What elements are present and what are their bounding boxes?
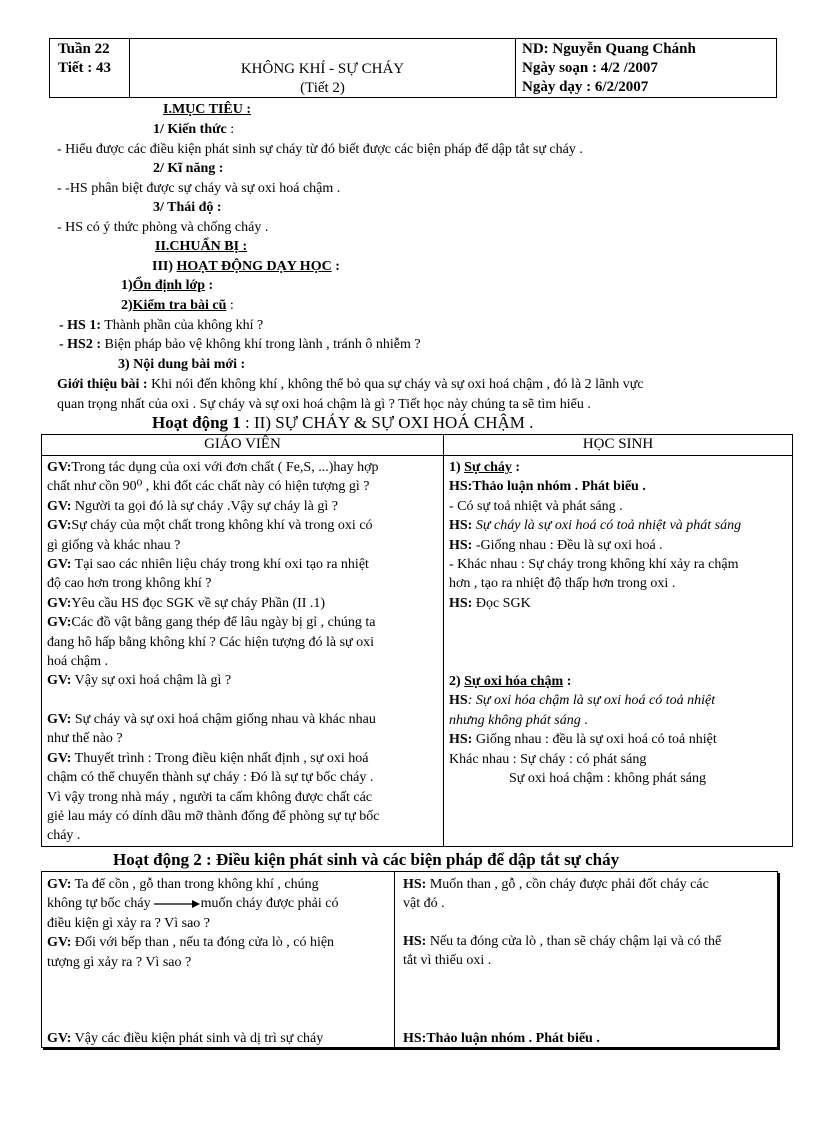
activity1-title (152, 413, 533, 433)
teacher-line-text: độ cao hơn trong không khí ? (47, 576, 212, 592)
arrow-right-icon (154, 899, 200, 909)
student-h1-suffix: : (511, 460, 521, 475)
hs2-label: - HS2 : (59, 337, 101, 352)
hs1-row (59, 316, 263, 336)
step2-label: Kiểm tra bài cũ (132, 298, 227, 313)
teacher-line (47, 671, 379, 690)
teacher-line-text: Sự cháy của một chất trong không khí và trong oxi có (71, 518, 373, 534)
a2-t1-label: GV: (47, 877, 72, 892)
teacher-line-text: Tại sao các nhiên liệu cháy trong khí oxi tạo ra nhiệt (71, 556, 369, 572)
step2-num: 2) (121, 298, 133, 313)
teacher-line (47, 516, 379, 535)
student-heading-1 (449, 458, 741, 477)
gv-label: GV: (47, 712, 72, 728)
teacher-line (47, 710, 379, 729)
gv-label: GV: (47, 556, 72, 572)
a2-teacher-line-5: tượng gì xảy ra ? Vì sao ? (47, 954, 192, 970)
a2-teacher-line-3: điều kiện gì xảy ra ? Vì sao ? (47, 915, 211, 931)
teacher-line-text: giẻ lau máy có dính dầu mỡ thành đống để phòng sự tự bốc (47, 809, 380, 825)
teacher-line-text: gì giống và khác nhau ? (47, 537, 181, 553)
a2-t2-after: muốn cháy được phải có (200, 896, 339, 912)
lesson-subtitle: (Tiết 2) (300, 80, 345, 96)
a2-teacher-line-1 (47, 875, 338, 894)
knowledge-heading: 1/ Kiến thức (153, 122, 227, 137)
step1-row (121, 276, 213, 296)
student-line-3 (449, 516, 741, 535)
step1-num: 1) (121, 278, 133, 293)
teacher-line (47, 458, 379, 477)
student-line-10 (449, 730, 717, 749)
teacher-line-text: Vì vậy trong nhà máy , người ta cấm không được chất các (47, 789, 373, 805)
teacher-line (47, 652, 379, 671)
gv-label: GV: (47, 750, 72, 766)
step3-label: 3) Nội dung bài mới : (118, 357, 246, 372)
a2-student-last: HS:Thảo luận nhóm . Phát biểu . (403, 1031, 600, 1046)
teacher-line-text: Các đồ vật bằng gang thép để lâu ngày bị gỉ , chúng ta (71, 615, 376, 631)
hs2-row (59, 335, 421, 355)
intro-line1: Khi nói đến không khí , không thể bỏ qua sự cháy và sự oxi hoá chậm , đó là 2 lãnh vực (147, 377, 644, 392)
header-right-cell (516, 39, 776, 98)
teacher-line-text: như thế nào ? (47, 731, 123, 747)
student-h1: Sự cháy (464, 460, 512, 475)
teacher-line (47, 826, 379, 845)
student-l8-label: HS (449, 693, 468, 709)
skills-heading: 2/ Kĩ năng : (153, 161, 224, 176)
teacher-line-text: Người ta gọi đó là sự cháy .Vậy sự cháy là gì ? (71, 498, 338, 514)
header-title-cell (130, 39, 516, 97)
activities-heading-prefix: III) (152, 259, 177, 274)
student-l4-label: HS: (449, 537, 473, 553)
a2-s1-label: HS: (403, 877, 427, 892)
student-line-11: Khác nhau : Sự cháy : có phát sáng (449, 751, 647, 767)
teacher-line (47, 807, 379, 826)
table-shadow-right (778, 873, 780, 1050)
teacher-line-text: cháy . (47, 828, 81, 844)
intro-line2: quan trọng nhất của oxi . Sự cháy và sự oxi hoá chậm là gì ? Tiết học này chúng ta sẽ tìm hiểu . (57, 397, 591, 412)
a2-student-line-4: tắt vì thiếu oxi . (403, 953, 492, 969)
student-l3-label: HS: (449, 518, 473, 534)
activities-heading-row (152, 257, 340, 277)
activity2-student-column-2 (403, 932, 721, 971)
activity1-head-divider (42, 455, 792, 456)
teacher-line (47, 768, 379, 787)
student-l10: Giống nhau : đều là sự oxi hoá có toả nhiệt (472, 732, 717, 748)
a2-teacher-line-2 (47, 894, 338, 913)
step1-suffix: : (205, 278, 214, 293)
teach-date: Ngày dạy : 6/2/2007 (522, 79, 649, 95)
intro-label: Giới thiệu bài : (57, 377, 148, 392)
intro-row (57, 375, 644, 395)
knowledge-text: - Hiểu được các điều kiện phát sinh sự cháy từ đó biết được các biện pháp để dập tắt sự cháy . (57, 142, 583, 157)
teacher-line (47, 729, 379, 748)
student-l7: Đọc SGK (472, 595, 531, 611)
activities-heading: HOẠT ĐỘNG DẠY HỌC (176, 259, 332, 274)
teacher-line (47, 613, 379, 632)
teacher-line-text: chất như cồn 90⁰ , khi đốt các chất này có hiện tượng gì ? (47, 479, 370, 495)
student-h1-num: 1) (449, 460, 465, 475)
table-shadow-bottom (43, 1048, 780, 1050)
activity1-title-bold: Hoạt động 1 (152, 413, 241, 432)
teacher-line (47, 788, 379, 807)
gv-label: GV: (47, 518, 72, 534)
teacher-line-text: chậm có thể chuyển thành sự cháy : Đó là sự tự bốc cháy . (47, 770, 374, 786)
a2-s3-label: HS: (403, 934, 427, 949)
student-h2: Sự oxi hóa chậm (464, 674, 564, 689)
teacher-line (47, 749, 379, 768)
header-table (49, 38, 777, 98)
step2-suffix: : (226, 298, 234, 313)
student-line-8 (449, 691, 717, 710)
gv-label: GV: (47, 673, 72, 689)
teacher-line (47, 477, 379, 496)
attitude-heading: 3/ Thái độ : (153, 200, 222, 215)
week-label: Tuần 22 (58, 41, 110, 57)
student-h2-num: 2) (449, 674, 465, 689)
activity2-teacher-column (47, 875, 338, 972)
student-l4: -Giống nhau : Đều là sự oxi hoá . (472, 537, 663, 553)
student-heading-2 (449, 672, 717, 691)
activity2-table (41, 871, 778, 1048)
student-line-7 (449, 594, 741, 613)
student-l10-label: HS: (449, 732, 473, 748)
skills-text: - -HS phân biệt được sự cháy và sự oxi hoá chậm . (57, 181, 341, 196)
a2-s3-text: Nếu ta đóng cửa lò , than sẽ cháy chậm lại và có thể (426, 934, 722, 949)
activity1-student-column-2 (449, 672, 717, 788)
teacher-line (47, 536, 379, 555)
col-student-heading: HỌC SINH (582, 436, 654, 452)
teacher-name: ND: Nguyễn Quang Chánh (522, 41, 696, 57)
teacher-line-text: Trong tác dụng của oxi với đơn chất ( Fe,S, ...)hay hợp (71, 460, 379, 475)
a2-student-line-2: vật đó . (403, 896, 445, 912)
a2-student-line-1 (403, 875, 709, 894)
teacher-line (47, 555, 379, 574)
gv-label: GV: (47, 615, 72, 631)
gv-label: GV: (47, 460, 72, 475)
teacher-line (47, 633, 379, 652)
col-teacher-heading: GIÁO VIÊN (204, 436, 281, 452)
objectives-heading: I.MỤC TIÊU : (163, 102, 252, 117)
teacher-line (47, 691, 379, 710)
teacher-line (47, 574, 379, 593)
activity1-teacher-column (47, 458, 379, 846)
knowledge-heading-suffix: : (226, 122, 235, 137)
period-label: Tiết : 43 (58, 60, 112, 76)
activity1-col-divider (443, 435, 444, 846)
student-line-1: HS:Thảo luận nhóm . Phát biểu . (449, 479, 646, 495)
student-l7-label: HS: (449, 595, 473, 611)
prep-heading: II.CHUẨN BỊ : (155, 239, 248, 254)
teacher-line-text: Yêu cầu HS đọc SGK về sự cháy Phần (II .1) (71, 595, 326, 611)
teacher-line-text: Vậy sự oxi hoá chậm là gì ? (71, 673, 232, 689)
student-line-6: hơn , tạo ra nhiệt độ thấp hơn trong oxi . (449, 576, 676, 592)
student-line-2: - Có sự toả nhiệt và phát sáng . (449, 498, 623, 514)
a2-tlast-text: Vậy các điều kiện phát sinh và dị trì sự cháy (71, 1031, 324, 1046)
gv-label: GV: (47, 498, 72, 514)
activity1-student-column (449, 458, 741, 613)
header-left-cell (50, 39, 130, 97)
student-h2-suffix: : (563, 674, 572, 689)
hs2-text: Biện pháp bảo vệ không khí trong lành , tránh ô nhiễm ? (101, 337, 421, 352)
activities-heading-suffix: : (331, 259, 340, 274)
teacher-line-text: đang hô hấp bằng không khí ? Các hiện tượng đó là sự oxi (47, 634, 375, 650)
teacher-line (47, 594, 379, 613)
a2-t4-label: GV: (47, 935, 72, 951)
knowledge-heading-row (153, 120, 234, 140)
step1-label: Ổn định lớp (132, 278, 206, 293)
a2-teacher-last (47, 1029, 323, 1048)
student-line-12: Sự oxi hoá chậm : không phát sáng (509, 771, 706, 787)
activity1-table (41, 434, 793, 847)
teacher-line (47, 497, 379, 516)
student-l9-suffix: . (580, 712, 588, 728)
teacher-line-text: Thuyết trình : Trong điều kiện nhất định , sự oxi hoá (71, 750, 369, 766)
a2-s1-text: Muốn than , gỗ , cồn cháy được phải đốt cháy các (426, 877, 709, 892)
teacher-line-text: Sự cháy và sự oxi hoá chậm giống nhau và khác nhau (71, 712, 376, 728)
hs1-text: Thành phần của không khí ? (101, 318, 264, 333)
a2-t1-text: Ta để cồn , gỗ than trong không khí , chúng (71, 877, 319, 892)
teacher-line-text: hoá chậm . (47, 653, 109, 669)
step2-row (121, 296, 234, 316)
student-l8: : Sự oxi hóa chậm là sự oxi hoá có toả nhiệt (467, 693, 716, 709)
activity2-student-column (403, 875, 709, 914)
prep-date: Ngày soạn : 4/2 /2007 (522, 60, 658, 76)
a2-tlast-label: GV: (47, 1031, 72, 1046)
student-line-4 (449, 536, 741, 555)
student-line-9 (449, 711, 717, 730)
hs1-label: - HS 1: (59, 318, 101, 333)
student-l9: nhưng không phát sáng (449, 712, 581, 728)
gv-label: GV: (47, 595, 72, 611)
activity2-title: Hoạt động 2 : Điều kiện phát sinh và các biện pháp để dập tắt sự cháy (113, 850, 620, 869)
activity1-title-rest: : II) SỰ CHÁY & SỰ OXI HOÁ CHẬM . (240, 413, 534, 432)
student-l3: Sự cháy là sự oxi hoá có toả nhiệt và phát sáng (472, 518, 742, 534)
student-line-5: - Khác nhau : Sự cháy trong không khí xảy ra chậm (449, 557, 739, 573)
attitude-text: - HS có ý thức phòng và chống cháy . (57, 220, 269, 235)
a2-teacher-line-4 (47, 933, 338, 952)
lesson-title: KHÔNG KHÍ - SỰ CHÁY (240, 61, 405, 77)
activity2-col-divider (394, 872, 395, 1047)
a2-t4-text: Đối với bếp than , nếu ta đóng cửa lò , có hiện (71, 935, 335, 951)
a2-student-line-3 (403, 932, 721, 951)
a2-t2-text: không tự bốc cháy (47, 896, 151, 912)
